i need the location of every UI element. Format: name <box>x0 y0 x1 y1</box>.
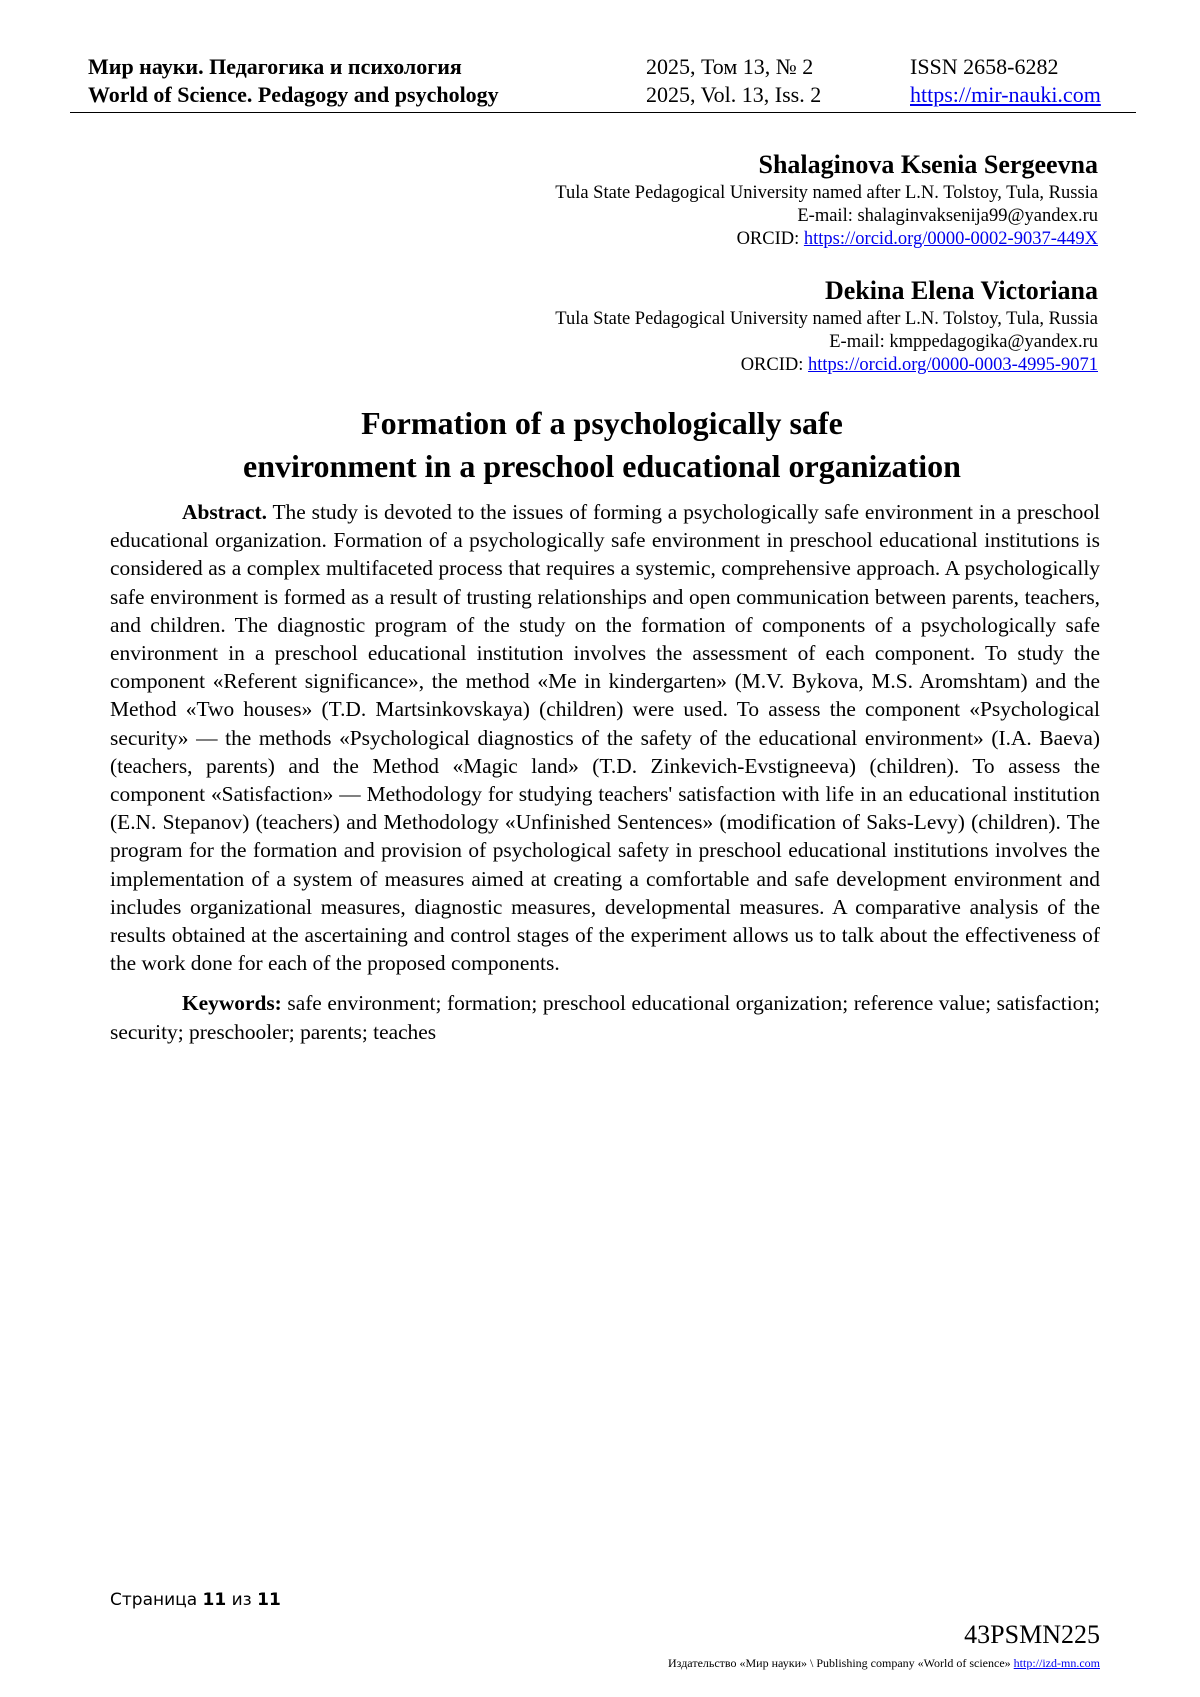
author-orcid <box>298 354 1098 377</box>
page-current: 11 <box>202 1590 227 1610</box>
abstract-section <box>110 498 1100 1046</box>
keywords-text: safe environment; formation; preschool educational organization; reference value; satisfaction; security; preschooler; parents; teaches <box>110 991 1100 1044</box>
issn: ISSN 2658-6282 <box>910 54 1059 79</box>
orcid-label: ORCID: <box>736 229 800 249</box>
author-orcid <box>298 228 1098 251</box>
header-divider <box>70 112 1136 113</box>
publisher-text: Издательство «Мир науки» \ Publishing company «World of science» <box>668 1656 1014 1670</box>
orcid-link[interactable]: https://orcid.org/0000-0003-4995-9071 <box>808 355 1098 375</box>
page-prefix: Страница <box>110 1590 203 1610</box>
author-block <box>298 148 1098 251</box>
author-name: Dekina Elena Victoriana <box>824 276 1098 305</box>
abstract-text: The study is devoted to the issues of forming a psychologically safe environment in a preschool educational organization. Formation of a psychologically safe environment in preschool educational institutions is considered as a complex multifaceted process that requires a systemic, comprehensive approach. A psychologically safe environment is formed as a result of trusting relationships and open communication between parents, teachers, and children. The diagnostic program of the study on the formation of components of a psychologically safe environment in a preschool educational institution involves the assessment of each component. To study the component «Referent significance», the method «Me in kindergarten» (M.V. Bykova, M.S. Aromshtam) and the Method «Two houses» (T.D. Martsinkovskaya) (children) were used. To assess the component «Psychological security» — the methods «Psychological diagnostics of the safety of the educational environment» (I.A. Baeva) (teachers, parents) and the Method «Magic land» (T.D. Zinkevich-Evstigneeva) (children). To assess the component «Satisfaction» — Methodology for studying teachers' satisfaction with life in an educational institution (E.N. Stepanov) (teachers) and Methodology «Unfinished Sentences» (modification of Saks-Levy) (children). The program for the formation and provision of psychological safety in preschool educational institutions involves the implementation of a system of measures aimed at creating a comfortable and safe development environment and includes organizational measures, diagnostic measures, developmental measures. A comparative analysis of the results obtained at the ascertaining and control stages of the experiment allows us to talk about the effectiveness of the work done for each of the proposed components. <box>110 500 1100 976</box>
article-code: 43PSMN225 <box>964 1620 1100 1649</box>
running-header <box>88 54 1118 110</box>
header-row-ru <box>88 54 1118 82</box>
author-affiliation: Tula State Pedagogical University named after L.N. Tolstoy, Tula, Russia <box>555 183 1098 203</box>
author-email: E-mail: kmppedagogika@yandex.ru <box>829 332 1098 352</box>
journal-website-link[interactable]: https://mir-nauki.com <box>910 82 1101 107</box>
author-block <box>298 274 1098 377</box>
title-line-1: Formation of a psychologically safe <box>361 405 843 441</box>
publisher-link[interactable]: http://izd-mn.com <box>1013 1656 1100 1670</box>
author-name: Shalaginova Ksenia Sergeevna <box>758 150 1098 179</box>
abstract-label: Abstract. <box>182 500 267 524</box>
page-mid: из <box>226 1590 258 1610</box>
keywords-paragraph <box>110 989 1100 1045</box>
orcid-label: ORCID: <box>740 355 804 375</box>
author-affiliation: Tula State Pedagogical University named after L.N. Tolstoy, Tula, Russia <box>555 309 1098 329</box>
issue-en: 2025, Vol. 13, Iss. 2 <box>646 82 822 107</box>
orcid-link[interactable]: https://orcid.org/0000-0002-9037-449X <box>803 229 1098 249</box>
abstract-paragraph <box>110 498 1100 977</box>
header-row-en <box>88 82 1118 110</box>
page-number <box>110 1590 281 1610</box>
article-title <box>100 402 1104 488</box>
page-total: 11 <box>257 1590 281 1610</box>
title-line-2: environment in a preschool educational organization <box>243 448 961 484</box>
publisher-footer <box>668 1656 1100 1671</box>
keywords-label: Keywords: <box>182 991 282 1016</box>
issue-ru: 2025, Том 13, № 2 <box>646 54 814 79</box>
journal-name-en: World of Science. Pedagogy and psychology <box>88 82 499 107</box>
author-email: E-mail: shalaginvaksenija99@yandex.ru <box>797 206 1098 226</box>
journal-name-ru: Мир науки. Педагогика и психология <box>88 54 462 79</box>
